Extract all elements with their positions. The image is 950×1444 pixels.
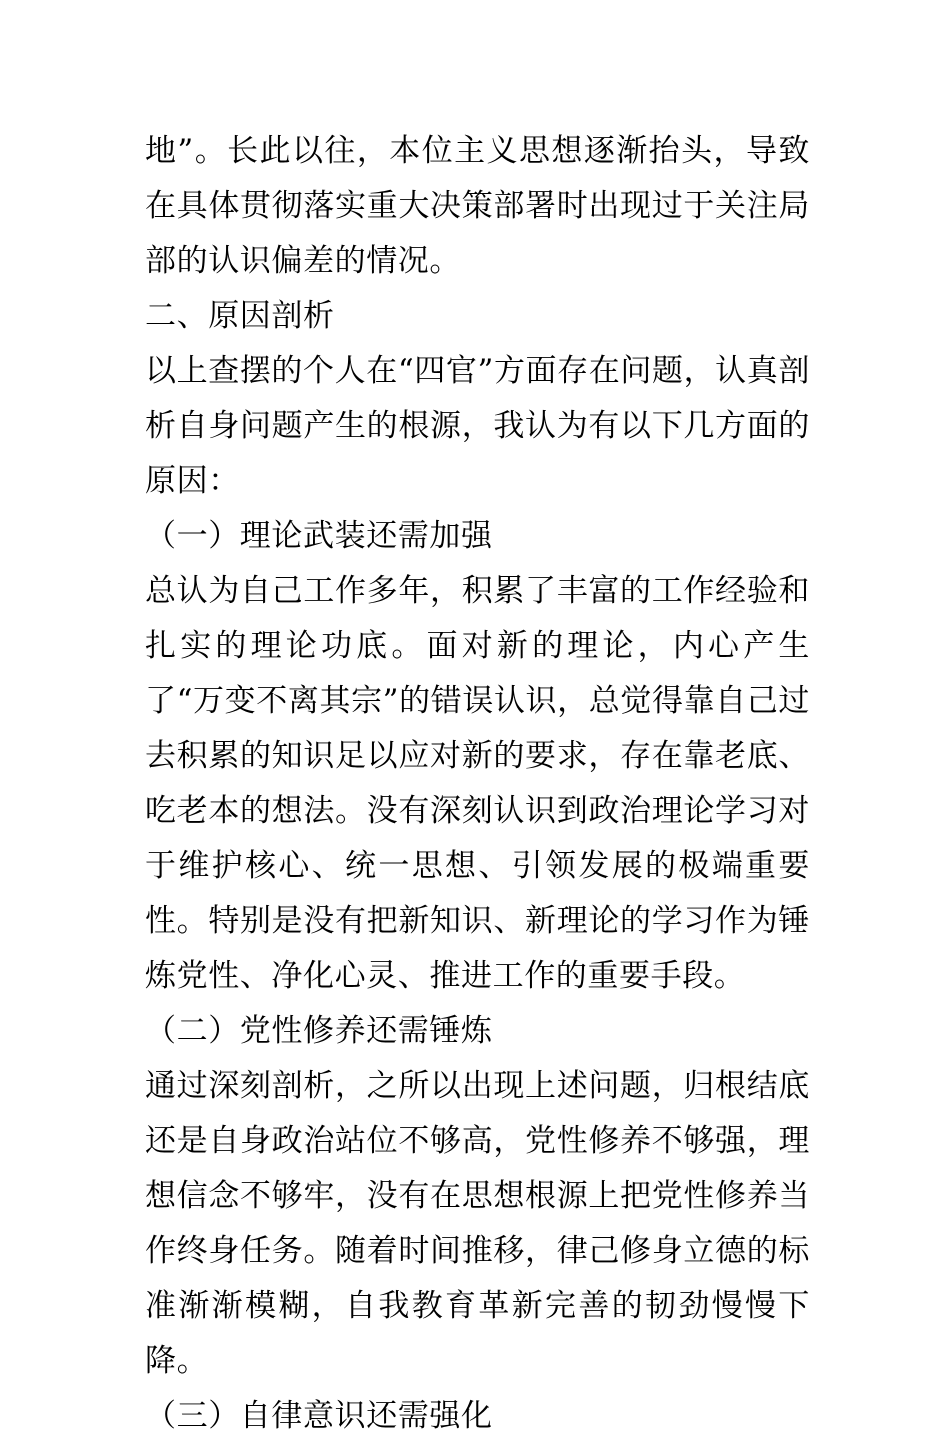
- subsection-heading: （三）自律意识还需强化: [145, 1398, 493, 1434]
- body-paragraph: 地”。长此以往，本位主义思想逐渐抬头，导致在具体贯彻落实重大决策部署时出现过于关注局部的认识偏差的情况。: [145, 133, 810, 279]
- body-paragraph: 以上查摆的个人在“四官”方面存在问题，认真剖析自身问题产生的根源，我认为有以下几方面的原因：: [145, 353, 810, 499]
- body-paragraph: 总认为自己工作多年，积累了丰富的工作经验和扎实的理论功底。面对新的理论，内心产生了“万变不离其宗”的错误认识，总觉得靠自己过去积累的知识足以应对新的要求，存在靠老底、吃老本的想法。没有深刻认识到政治理论学习对于维护核心、统一思想、引领发展的极端重要性。特别是没有把新知识、新理论的学习作为锤炼党性、净化心灵、推进工作的重要手段。: [145, 573, 810, 994]
- subsection-heading: （一）理论武装还需加强: [145, 518, 493, 554]
- section-heading: 二、原因剖析: [145, 298, 335, 334]
- document-body: [145, 124, 810, 1444]
- body-paragraph: 通过深刻剖析，之所以出现上述问题，归根结底还是自身政治站位不够高，党性修养不够强，理想信念不够牢，没有在思想根源上把党性修养当作终身任务。随着时间推移，律己修身立德的标准渐渐模糊，自我教育革新完善的韧劲慢慢下降。: [145, 1068, 810, 1379]
- subsection-heading: （二）党性修养还需锤炼: [145, 1013, 493, 1049]
